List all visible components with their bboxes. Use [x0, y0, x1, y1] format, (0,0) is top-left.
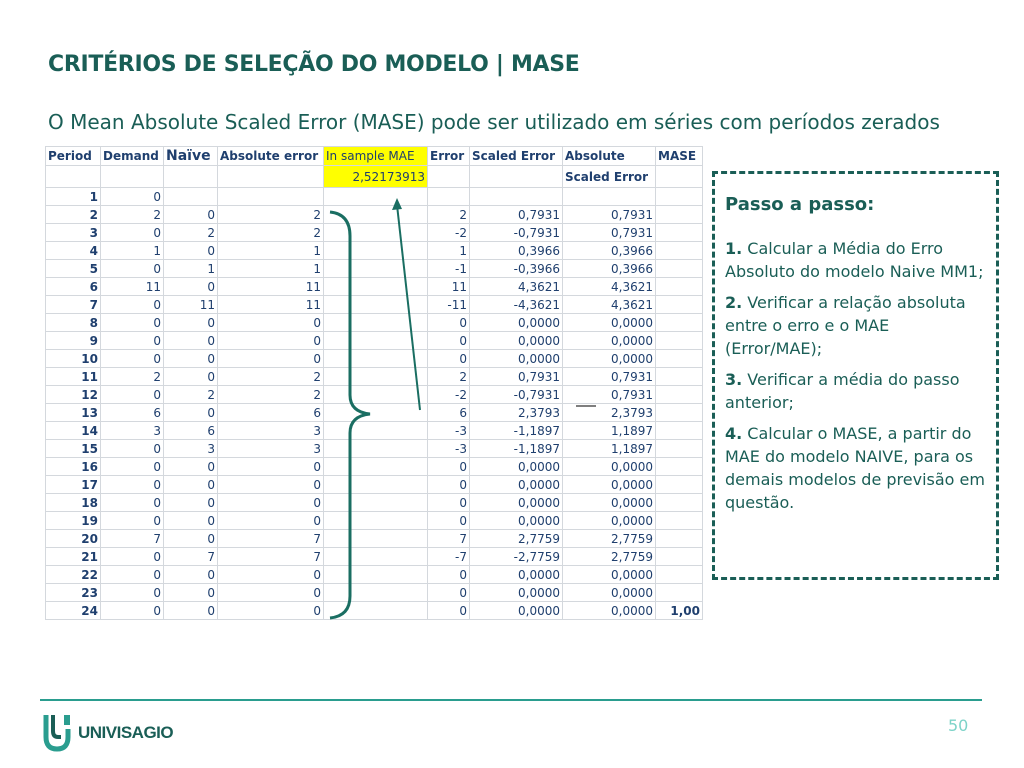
table-row — [46, 242, 703, 260]
step-1 — [725, 237, 986, 283]
table-cell: -1,1897 — [470, 422, 563, 440]
table-row — [46, 602, 703, 620]
table-cell: 3 — [164, 440, 218, 458]
table-cell — [656, 368, 703, 386]
table-cell: 2 — [101, 368, 164, 386]
table-row — [46, 422, 703, 440]
table-cell: 2,7759 — [563, 548, 656, 566]
table-cell — [656, 530, 703, 548]
header-mase: MASE — [656, 147, 703, 166]
table-cell — [656, 242, 703, 260]
table-row — [46, 260, 703, 278]
header-absolute-scaled-error: Scaled Error — [563, 166, 656, 188]
table-cell: 0 — [101, 296, 164, 314]
table-cell: 0,0000 — [563, 566, 656, 584]
table-cell — [324, 404, 428, 422]
table-cell: 0 — [164, 278, 218, 296]
table-row — [46, 224, 703, 242]
table-cell: 24 — [46, 602, 101, 620]
table-cell: 0 — [101, 512, 164, 530]
table-cell: 8 — [46, 314, 101, 332]
table-cell — [656, 296, 703, 314]
step-3-number: 3. — [725, 370, 743, 389]
table-cell: 0,7931 — [563, 368, 656, 386]
table-cell: 14 — [46, 422, 101, 440]
table-row — [46, 584, 703, 602]
table-cell: 3 — [101, 422, 164, 440]
table-cell: 11 — [46, 368, 101, 386]
step-4 — [725, 422, 986, 514]
table-cell — [656, 422, 703, 440]
header-in-sample-mae: In sample MAE — [324, 147, 428, 166]
table-cell: 0 — [428, 566, 470, 584]
table-cell: 0,7931 — [470, 368, 563, 386]
table-cell: 4,3621 — [470, 278, 563, 296]
table-cell: 6 — [428, 404, 470, 422]
table-cell: -1,1897 — [470, 440, 563, 458]
table-cell: 2 — [428, 368, 470, 386]
table-row — [46, 494, 703, 512]
table-cell: 0,0000 — [470, 494, 563, 512]
step-4-number: 4. — [725, 424, 743, 443]
table-cell — [324, 242, 428, 260]
table-cell: -3 — [428, 440, 470, 458]
table-cell: 0,7931 — [563, 206, 656, 224]
table-cell: 0 — [218, 512, 324, 530]
step-3-text: Verificar a média do passo anterior; — [725, 370, 960, 412]
step-1-text: Calcular a Média do Erro Absoluto do modelo Naive MM1; — [725, 239, 984, 281]
table-cell: 0 — [164, 206, 218, 224]
table-cell: 0 — [101, 332, 164, 350]
table-cell: 11 — [218, 278, 324, 296]
table-cell: 21 — [46, 548, 101, 566]
table-cell: 7 — [428, 530, 470, 548]
table-cell — [324, 206, 428, 224]
table-cell — [656, 206, 703, 224]
slide-subtitle: O Mean Absolute Scaled Error (MASE) pode ser utilizado em séries com períodos zerados — [48, 110, 940, 134]
table-row — [46, 332, 703, 350]
table-cell — [656, 566, 703, 584]
table-cell: 23 — [46, 584, 101, 602]
header-scaled-error: Scaled Error — [470, 147, 563, 166]
table-cell: 0 — [428, 458, 470, 476]
table-cell: 4 — [46, 242, 101, 260]
mase-spreadsheet — [45, 146, 703, 620]
table-cell — [656, 494, 703, 512]
univisagio-logo — [42, 713, 173, 753]
table-cell: 0 — [218, 476, 324, 494]
steps-heading: Passo a passo: — [725, 194, 875, 215]
table-cell — [324, 332, 428, 350]
table-cell: 0 — [428, 512, 470, 530]
table-cell: 1 — [218, 260, 324, 278]
table-cell — [324, 350, 428, 368]
table-cell: 0 — [101, 314, 164, 332]
table-cell: 11 — [428, 278, 470, 296]
table-cell — [656, 512, 703, 530]
table-cell: 2 — [164, 224, 218, 242]
table-cell: 0 — [428, 476, 470, 494]
table-row — [46, 458, 703, 476]
table-cell — [656, 404, 703, 422]
table-cell: -2 — [428, 224, 470, 242]
table-cell: 0,0000 — [470, 350, 563, 368]
table-cell: 0,0000 — [470, 458, 563, 476]
table-cell: 0 — [164, 494, 218, 512]
table-cell: 10 — [46, 350, 101, 368]
table-cell: 0,0000 — [563, 602, 656, 620]
table-cell: 7 — [46, 296, 101, 314]
table-row — [46, 188, 703, 206]
table-header-row — [46, 147, 703, 166]
table-cell: 0,7931 — [563, 224, 656, 242]
table-cell: 0,0000 — [563, 584, 656, 602]
table-cell: 0 — [218, 458, 324, 476]
table-cell: 0,7931 — [470, 206, 563, 224]
table-cell — [324, 566, 428, 584]
table-cell: -2 — [428, 386, 470, 404]
table-row — [46, 404, 703, 422]
table-cell — [324, 548, 428, 566]
table-cell: 2,3793 — [563, 404, 656, 422]
table-row — [46, 548, 703, 566]
table-cell — [324, 458, 428, 476]
table-row — [46, 476, 703, 494]
table-cell: 0,0000 — [563, 476, 656, 494]
table-cell: 6 — [46, 278, 101, 296]
table-cell: 0 — [428, 350, 470, 368]
table-cell: 17 — [46, 476, 101, 494]
step-2-number: 2. — [725, 293, 743, 312]
header-period: Period — [46, 147, 101, 166]
table-cell: 6 — [218, 404, 324, 422]
table-cell: 0 — [428, 314, 470, 332]
table-cell: 3 — [218, 422, 324, 440]
table-cell: 0 — [428, 332, 470, 350]
table-cell: 0,7931 — [563, 386, 656, 404]
header-absolute: Absolute — [563, 147, 656, 166]
table-cell: -0,7931 — [470, 224, 563, 242]
table-cell: 0 — [101, 476, 164, 494]
table-cell: 1 — [218, 242, 324, 260]
table-cell: 11 — [101, 278, 164, 296]
table-cell: 6 — [101, 404, 164, 422]
table-cell: 22 — [46, 566, 101, 584]
table-cell: 7 — [218, 548, 324, 566]
table-cell — [656, 278, 703, 296]
table-cell — [656, 548, 703, 566]
table-cell: 0,0000 — [563, 314, 656, 332]
table-cell: 0,0000 — [470, 332, 563, 350]
table-cell: 0 — [101, 494, 164, 512]
table-cell: 0,0000 — [563, 458, 656, 476]
table-cell: 0,0000 — [470, 602, 563, 620]
table-cell: 0,0000 — [563, 494, 656, 512]
table-row — [46, 350, 703, 368]
table-cell: 0,0000 — [563, 350, 656, 368]
table-cell: 1 — [46, 188, 101, 206]
table-cell — [324, 602, 428, 620]
table-cell — [656, 332, 703, 350]
table-cell — [656, 476, 703, 494]
steps-box — [712, 171, 999, 580]
table-cell: 2 — [218, 224, 324, 242]
table-cell — [324, 188, 428, 206]
table-cell: -0,7931 — [470, 386, 563, 404]
table-cell: 3 — [46, 224, 101, 242]
table-cell: -0,3966 — [470, 260, 563, 278]
table-cell: 2 — [218, 368, 324, 386]
table-cell: 0 — [164, 242, 218, 260]
table-cell — [324, 494, 428, 512]
table-cell: 0,0000 — [470, 314, 563, 332]
logo-text: UNIVISAGIO — [78, 723, 174, 742]
table-cell: 15 — [46, 440, 101, 458]
table-cell: -11 — [428, 296, 470, 314]
table-cell — [324, 512, 428, 530]
table-cell: 2 — [218, 206, 324, 224]
table-cell: 3 — [218, 440, 324, 458]
table-cell: 0,0000 — [470, 512, 563, 530]
table-cell: 0 — [164, 368, 218, 386]
table-cell: 0 — [101, 350, 164, 368]
table-row — [46, 368, 703, 386]
table-cell: 13 — [46, 404, 101, 422]
step-1-number: 1. — [725, 239, 743, 258]
table-cell: 11 — [218, 296, 324, 314]
table-row — [46, 530, 703, 548]
table-cell: 0,0000 — [470, 584, 563, 602]
table-cell — [656, 224, 703, 242]
table-cell — [324, 314, 428, 332]
table-row — [46, 386, 703, 404]
table-cell: 7 — [164, 548, 218, 566]
table-cell: 0 — [218, 332, 324, 350]
table-cell: 0 — [164, 458, 218, 476]
table-cell: 1,1897 — [563, 440, 656, 458]
table-cell: 4,3621 — [563, 296, 656, 314]
table-cell — [428, 188, 470, 206]
table-cell — [656, 260, 703, 278]
table-row — [46, 206, 703, 224]
table-cell: 0 — [218, 602, 324, 620]
table-cell — [324, 440, 428, 458]
step-2-text: Verificar a relação absoluta entre o erro e o MAE (Error/MAE); — [725, 293, 966, 358]
table-cell — [324, 368, 428, 386]
table-cell: 2 — [218, 386, 324, 404]
table-cell: 0 — [164, 566, 218, 584]
table-cell — [324, 278, 428, 296]
table-cell: -2,7759 — [470, 548, 563, 566]
table-cell: 0 — [164, 584, 218, 602]
table-cell: -1 — [428, 260, 470, 278]
table-cell: 7 — [101, 530, 164, 548]
table-cell: 0 — [164, 602, 218, 620]
in-sample-mae-value: 2,52173913 — [324, 166, 428, 188]
table-cell: 20 — [46, 530, 101, 548]
table-cell: 0 — [101, 458, 164, 476]
step-2 — [725, 291, 986, 360]
step-3 — [725, 368, 986, 414]
table-cell — [656, 314, 703, 332]
table-cell: 0 — [101, 584, 164, 602]
table-row — [46, 296, 703, 314]
table-cell: 1 — [164, 260, 218, 278]
table-cell: 1,00 — [656, 602, 703, 620]
table-cell: 2 — [101, 206, 164, 224]
header-absolute-error: Absolute error — [218, 147, 324, 166]
slide-title: CRITÉRIOS DE SELEÇÃO DO MODELO | MASE — [48, 52, 580, 77]
table-cell: 0 — [428, 494, 470, 512]
table-cell: 0 — [218, 494, 324, 512]
table-cell: 0 — [428, 584, 470, 602]
table-cell: 4,3621 — [563, 278, 656, 296]
table-cell: -7 — [428, 548, 470, 566]
table-cell — [470, 188, 563, 206]
table-cell — [656, 386, 703, 404]
table-cell: 0 — [101, 386, 164, 404]
table-cell: 2,7759 — [470, 530, 563, 548]
table-cell — [563, 188, 656, 206]
table-row — [46, 566, 703, 584]
table-cell — [656, 350, 703, 368]
step-4-text: Calcular o MASE, a partir do MAE do modelo NAIVE, para os demais modelos de previsão em questão. — [725, 424, 985, 512]
table-cell — [324, 224, 428, 242]
table-cell: 0 — [164, 404, 218, 422]
table-cell: 0 — [218, 350, 324, 368]
table-cell: 0 — [164, 512, 218, 530]
table-subheader-row — [46, 166, 703, 188]
table-cell — [656, 584, 703, 602]
table-cell: 0 — [164, 530, 218, 548]
table-cell: 12 — [46, 386, 101, 404]
table-cell: 0 — [218, 584, 324, 602]
table-cell: 6 — [164, 422, 218, 440]
table-cell: 0 — [164, 350, 218, 368]
header-demand: Demand — [101, 147, 164, 166]
table-cell — [324, 296, 428, 314]
table-cell: 0 — [164, 476, 218, 494]
table-cell: 2 — [46, 206, 101, 224]
table-row — [46, 440, 703, 458]
table-cell: -4,3621 — [470, 296, 563, 314]
table-cell: 0 — [428, 602, 470, 620]
table-cell: 0 — [101, 548, 164, 566]
table-cell: 0 — [218, 566, 324, 584]
table-cell: 2,7759 — [563, 530, 656, 548]
table-cell: -3 — [428, 422, 470, 440]
table-cell: 1,1897 — [563, 422, 656, 440]
table-cell: 5 — [46, 260, 101, 278]
table-cell: 0,0000 — [563, 332, 656, 350]
table-cell — [324, 530, 428, 548]
table-row — [46, 278, 703, 296]
table-cell: 0 — [101, 188, 164, 206]
table-cell — [324, 476, 428, 494]
table-cell: 0,0000 — [563, 512, 656, 530]
table-cell: 18 — [46, 494, 101, 512]
logo-icon — [42, 713, 72, 753]
table-cell: 0 — [164, 314, 218, 332]
table-cell — [324, 386, 428, 404]
table-cell: 0 — [164, 332, 218, 350]
table-cell: 0 — [101, 224, 164, 242]
table-cell: 1 — [101, 242, 164, 260]
table-cell — [656, 458, 703, 476]
table-cell: 0,3966 — [563, 242, 656, 260]
table-cell: 9 — [46, 332, 101, 350]
table-cell: 0 — [101, 602, 164, 620]
table-cell: 0 — [218, 314, 324, 332]
header-error: Error — [428, 147, 470, 166]
table-cell: 0,3966 — [563, 260, 656, 278]
table-cell: 0 — [101, 260, 164, 278]
table-cell: 19 — [46, 512, 101, 530]
table-row — [46, 314, 703, 332]
table-cell: 0,0000 — [470, 476, 563, 494]
table-row — [46, 512, 703, 530]
table-cell — [656, 440, 703, 458]
table-cell: 0,0000 — [470, 566, 563, 584]
header-naive: Naïve — [164, 147, 218, 166]
table-cell: 0 — [101, 566, 164, 584]
table-cell: 0 — [101, 440, 164, 458]
table-cell — [656, 188, 703, 206]
table-cell — [324, 584, 428, 602]
table-cell: 1 — [428, 242, 470, 260]
table-cell: 2 — [428, 206, 470, 224]
footer-divider — [40, 699, 982, 701]
table-cell — [324, 422, 428, 440]
table-cell: 0,3966 — [470, 242, 563, 260]
table-cell — [164, 188, 218, 206]
page-number: 50 — [948, 716, 969, 735]
table-cell: 2,3793 — [470, 404, 563, 422]
table-cell: 2 — [164, 386, 218, 404]
table-cell: 16 — [46, 458, 101, 476]
table-cell — [324, 260, 428, 278]
table-cell: 11 — [164, 296, 218, 314]
table-cell — [218, 188, 324, 206]
table-cell: 7 — [218, 530, 324, 548]
